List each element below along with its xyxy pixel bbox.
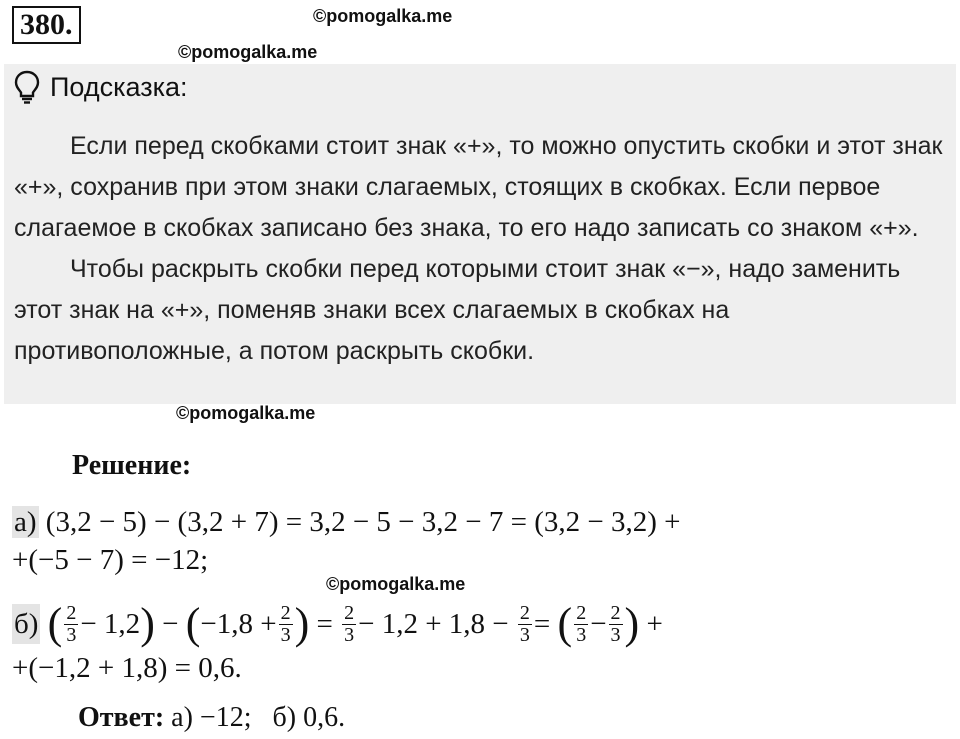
paren-close: ) xyxy=(624,599,640,648)
solution-b-line1 xyxy=(12,600,663,648)
solution-a-line2: +(−5 − 7) = −12; xyxy=(12,544,209,576)
answer-line xyxy=(78,700,345,736)
paren-open: ( xyxy=(47,599,63,648)
watermark: ©pomogalka.me xyxy=(178,42,318,62)
solution-title: Решение: xyxy=(72,450,192,481)
paren-close: ) xyxy=(294,599,310,648)
hint-title: Подсказка: xyxy=(50,72,188,102)
fraction: $\frac{2}{3}$ xyxy=(280,601,291,646)
watermark: ©pomogalka.me xyxy=(313,6,453,26)
hint-paragraph: Чтобы раскрыть скобки перед которыми стоит знак «−», надо заменить этот знак на «+», поменяв знаки всех слагаемых в скобках на противоположные, а потом раскрыть скобки. xyxy=(14,255,901,365)
term: − xyxy=(162,608,179,640)
term: − 1,2 + 1,8 − xyxy=(358,608,509,640)
fraction: $\frac{2}{3}$ xyxy=(66,601,77,646)
term: − 1,2 xyxy=(80,608,141,640)
solution-b-line2: +(−1,2 + 1,8) = 0,6. xyxy=(12,652,242,684)
paren-open: ( xyxy=(185,599,201,648)
hint-paragraph: Если перед скобками стоит знак «+», то можно опустить скобки и этот знак «+», сохранив при этом знаки слагаемых, стоящих в скобках. Если первое слагаемое в скобках записано без знака, то его надо записать со знаком «+». xyxy=(14,132,943,242)
term: + xyxy=(646,608,663,640)
watermark: ©pomogalka.me xyxy=(176,403,316,423)
watermark: ©pomogalka.me xyxy=(326,574,466,594)
term: − xyxy=(590,608,607,640)
fraction: $\frac{2}{3}$ xyxy=(576,601,587,646)
fraction: $\frac{2}{3}$ xyxy=(610,601,621,646)
fraction: $\frac{2}{3}$ xyxy=(519,601,530,646)
part-b-label: б) xyxy=(12,604,40,644)
term: = xyxy=(533,608,551,640)
lightbulb-icon xyxy=(14,70,40,104)
expression: (3,2 − 5) − (3,2 + 7) = 3,2 − 5 − 3,2 − 7 = (3,2 − 3,2) + xyxy=(45,506,681,538)
problem-number: 380. xyxy=(12,6,81,44)
hint-body xyxy=(14,126,944,372)
answer-value: а) −12; б) 0,6. xyxy=(171,702,346,733)
term: −1,8 + xyxy=(200,608,277,640)
answer-label: Ответ: xyxy=(78,702,165,733)
solution-a-line1 xyxy=(12,502,681,542)
term: = xyxy=(316,608,333,640)
fraction: $\frac{2}{3}$ xyxy=(344,601,355,646)
paren-close: ) xyxy=(140,599,155,648)
hint-header xyxy=(14,68,188,106)
paren-open: ( xyxy=(557,599,573,648)
part-a-label: а) xyxy=(14,506,37,538)
